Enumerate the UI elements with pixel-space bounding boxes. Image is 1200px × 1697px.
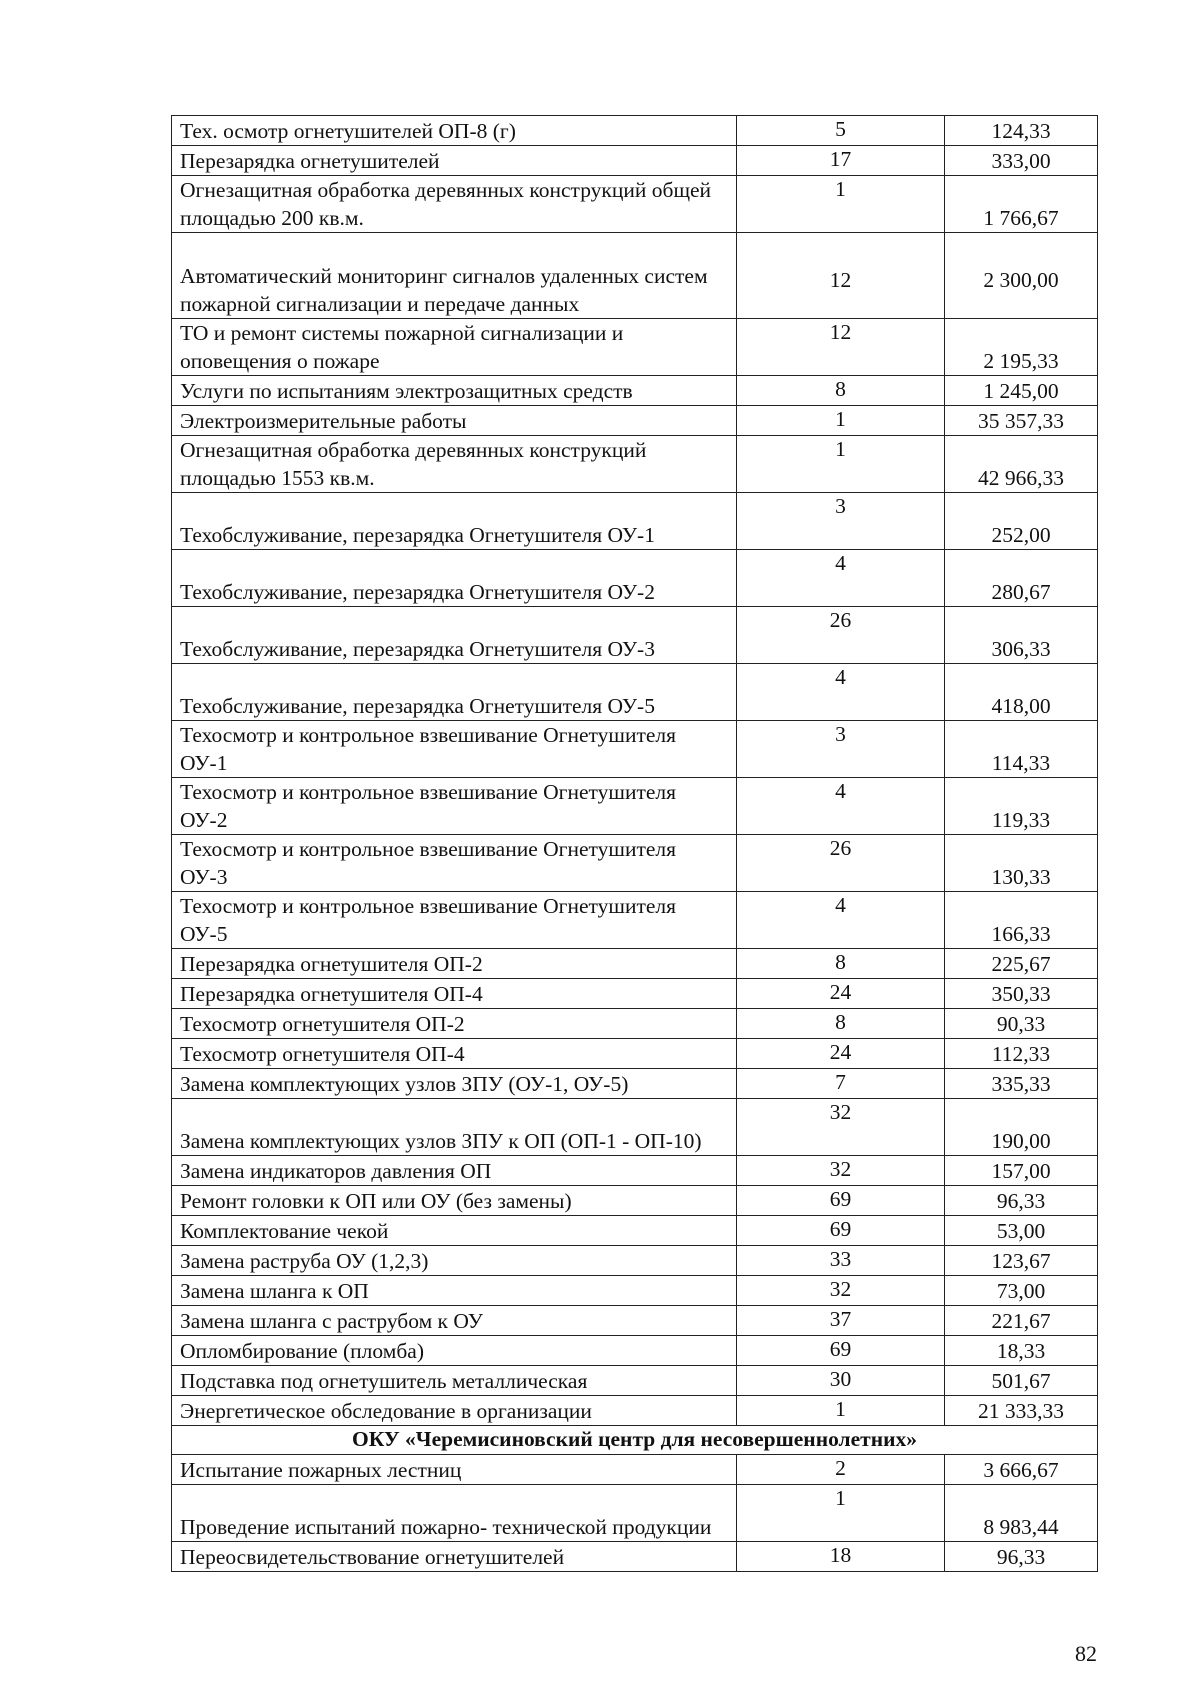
price-cell: 157,00 bbox=[945, 1156, 1098, 1186]
quantity-cell: 8 bbox=[737, 949, 945, 979]
table-row bbox=[172, 550, 1098, 607]
quantity-cell: 3 bbox=[737, 493, 945, 550]
service-name-cell: Проведение испытаний пожарно- технической продукции bbox=[172, 1485, 737, 1542]
quantity-cell: 37 bbox=[737, 1306, 945, 1336]
quantity-cell: 4 bbox=[737, 778, 945, 835]
service-name-cell: Техосмотр и контрольное взвешивание Огнетушителя ОУ-5 bbox=[172, 892, 737, 949]
quantity-cell: 69 bbox=[737, 1336, 945, 1366]
price-cell: 96,33 bbox=[945, 1186, 1098, 1216]
quantity-cell: 24 bbox=[737, 979, 945, 1009]
service-name-cell: Электроизмерительные работы bbox=[172, 406, 737, 436]
service-name-cell: Услуги по испытаниям электрозащитных средств bbox=[172, 376, 737, 406]
service-name-cell: Испытание пожарных лестниц bbox=[172, 1455, 737, 1485]
service-name-cell: Техобслуживание, перезарядка Огнетушителя ОУ-2 bbox=[172, 550, 737, 607]
price-cell: 252,00 bbox=[945, 493, 1098, 550]
quantity-cell: 12 bbox=[737, 319, 945, 376]
price-cell: 130,33 bbox=[945, 835, 1098, 892]
quantity-cell: 1 bbox=[737, 1485, 945, 1542]
quantity-cell: 1 bbox=[737, 1396, 945, 1426]
service-name-cell: Техосмотр и контрольное взвешивание Огнетушителя ОУ-1 bbox=[172, 721, 737, 778]
section-header-row bbox=[172, 1426, 1098, 1455]
quantity-cell: 7 bbox=[737, 1069, 945, 1099]
price-cell: 18,33 bbox=[945, 1336, 1098, 1366]
quantity-cell: 32 bbox=[737, 1276, 945, 1306]
service-name-cell: Опломбирование (пломба) bbox=[172, 1336, 737, 1366]
service-name-cell: Техосмотр огнетушителя ОП-2 bbox=[172, 1009, 737, 1039]
price-cell: 190,00 bbox=[945, 1099, 1098, 1156]
price-cell: 221,67 bbox=[945, 1306, 1098, 1336]
service-name-cell: Замена раструба ОУ (1,2,3) bbox=[172, 1246, 737, 1276]
table-row bbox=[172, 1156, 1098, 1186]
table-row bbox=[172, 607, 1098, 664]
price-cell: 21 333,33 bbox=[945, 1396, 1098, 1426]
price-cell: 96,33 bbox=[945, 1542, 1098, 1572]
service-name-cell: Замена комплектующих узлов ЗПУ (ОУ-1, ОУ-5) bbox=[172, 1069, 737, 1099]
price-cell: 335,33 bbox=[945, 1069, 1098, 1099]
quantity-cell: 4 bbox=[737, 550, 945, 607]
service-name-cell: Перезарядка огнетушителей bbox=[172, 146, 737, 176]
price-cell: 114,33 bbox=[945, 721, 1098, 778]
table-row bbox=[172, 1542, 1098, 1572]
quantity-cell: 5 bbox=[737, 116, 945, 146]
price-cell: 350,33 bbox=[945, 979, 1098, 1009]
quantity-cell: 17 bbox=[737, 146, 945, 176]
quantity-cell: 69 bbox=[737, 1216, 945, 1246]
table-row bbox=[172, 1276, 1098, 1306]
table-row bbox=[172, 721, 1098, 778]
service-name-cell: Комплектование чекой bbox=[172, 1216, 737, 1246]
table-row bbox=[172, 116, 1098, 146]
table-row bbox=[172, 436, 1098, 493]
table-row bbox=[172, 1039, 1098, 1069]
quantity-cell: 69 bbox=[737, 1186, 945, 1216]
quantity-cell: 18 bbox=[737, 1542, 945, 1572]
table-row bbox=[172, 1336, 1098, 1366]
quantity-cell: 33 bbox=[737, 1246, 945, 1276]
price-cell: 306,33 bbox=[945, 607, 1098, 664]
quantity-cell: 2 bbox=[737, 1455, 945, 1485]
table-row bbox=[172, 146, 1098, 176]
price-cell: 8 983,44 bbox=[945, 1485, 1098, 1542]
price-cell: 53,00 bbox=[945, 1216, 1098, 1246]
quantity-cell: 32 bbox=[737, 1099, 945, 1156]
service-name-cell: Тех. осмотр огнетушителей ОП-8 (г) bbox=[172, 116, 737, 146]
table-row bbox=[172, 406, 1098, 436]
service-name-cell: Замена шланга к ОП bbox=[172, 1276, 737, 1306]
table-row bbox=[172, 1396, 1098, 1426]
services-table bbox=[171, 115, 1098, 1572]
quantity-cell: 32 bbox=[737, 1156, 945, 1186]
quantity-cell: 12 bbox=[737, 233, 945, 319]
price-cell: 42 966,33 bbox=[945, 436, 1098, 493]
quantity-cell: 4 bbox=[737, 664, 945, 721]
quantity-cell: 30 bbox=[737, 1366, 945, 1396]
service-name-cell: Энергетическое обследование в организации bbox=[172, 1396, 737, 1426]
table-row bbox=[172, 892, 1098, 949]
price-cell: 123,67 bbox=[945, 1246, 1098, 1276]
table-row bbox=[172, 319, 1098, 376]
table-row bbox=[172, 1366, 1098, 1396]
service-name-cell: Замена комплектующих узлов ЗПУ к ОП (ОП-1 - ОП-10) bbox=[172, 1099, 737, 1156]
table-row bbox=[172, 835, 1098, 892]
price-cell: 280,67 bbox=[945, 550, 1098, 607]
price-cell: 501,67 bbox=[945, 1366, 1098, 1396]
table-row bbox=[172, 778, 1098, 835]
table-row bbox=[172, 979, 1098, 1009]
price-cell: 2 195,33 bbox=[945, 319, 1098, 376]
price-cell: 124,33 bbox=[945, 116, 1098, 146]
section-title: ОКУ «Черемисиновский центр для несовершеннолетних» bbox=[172, 1426, 1098, 1455]
service-name-cell: Автоматический мониторинг сигналов удаленных систем пожарной сигнализации и передаче данных bbox=[172, 233, 737, 319]
service-name-cell: Замена шланга с раструбом к ОУ bbox=[172, 1306, 737, 1336]
price-cell: 35 357,33 bbox=[945, 406, 1098, 436]
table-row bbox=[172, 1009, 1098, 1039]
table-row bbox=[172, 1306, 1098, 1336]
service-name-cell: ТО и ремонт системы пожарной сигнализации и оповещения о пожаре bbox=[172, 319, 737, 376]
quantity-cell: 1 bbox=[737, 406, 945, 436]
service-name-cell: Перезарядка огнетушителя ОП-4 bbox=[172, 979, 737, 1009]
quantity-cell: 26 bbox=[737, 607, 945, 664]
quantity-cell: 4 bbox=[737, 892, 945, 949]
service-name-cell: Ремонт головки к ОП или ОУ (без замены) bbox=[172, 1186, 737, 1216]
quantity-cell: 3 bbox=[737, 721, 945, 778]
table-row bbox=[172, 493, 1098, 550]
table-row bbox=[172, 1099, 1098, 1156]
quantity-cell: 1 bbox=[737, 176, 945, 233]
price-cell: 112,33 bbox=[945, 1039, 1098, 1069]
service-name-cell: Техобслуживание, перезарядка Огнетушителя ОУ-5 bbox=[172, 664, 737, 721]
table-row bbox=[172, 176, 1098, 233]
service-name-cell: Техосмотр и контрольное взвешивание Огнетушителя ОУ-3 bbox=[172, 835, 737, 892]
service-name-cell: Подставка под огнетушитель металлическая bbox=[172, 1366, 737, 1396]
price-cell: 3 666,67 bbox=[945, 1455, 1098, 1485]
service-name-cell: Огнезащитная обработка деревянных конструкций общей площадью 200 кв.м. bbox=[172, 176, 737, 233]
price-cell: 166,33 bbox=[945, 892, 1098, 949]
price-cell: 90,33 bbox=[945, 1009, 1098, 1039]
price-cell: 333,00 bbox=[945, 146, 1098, 176]
table-row bbox=[172, 1485, 1098, 1542]
table-row bbox=[172, 376, 1098, 406]
price-cell: 418,00 bbox=[945, 664, 1098, 721]
service-name-cell: Техосмотр огнетушителя ОП-4 bbox=[172, 1039, 737, 1069]
price-cell: 2 300,00 bbox=[945, 233, 1098, 319]
price-cell: 225,67 bbox=[945, 949, 1098, 979]
table-row bbox=[172, 1455, 1098, 1485]
service-name-cell: Техосмотр и контрольное взвешивание Огнетушителя ОУ-2 bbox=[172, 778, 737, 835]
page-number: 82 bbox=[1075, 1641, 1097, 1666]
price-cell: 1 766,67 bbox=[945, 176, 1098, 233]
table-row bbox=[172, 664, 1098, 721]
table-row bbox=[172, 949, 1098, 979]
quantity-cell: 8 bbox=[737, 1009, 945, 1039]
services-table-body bbox=[172, 116, 1098, 1572]
service-name-cell: Техобслуживание, перезарядка Огнетушителя ОУ-3 bbox=[172, 607, 737, 664]
service-name-cell: Перезарядка огнетушителя ОП-2 bbox=[172, 949, 737, 979]
price-cell: 1 245,00 bbox=[945, 376, 1098, 406]
table-row bbox=[172, 1186, 1098, 1216]
service-name-cell: Переосвидетельствование огнетушителей bbox=[172, 1542, 737, 1572]
quantity-cell: 1 bbox=[737, 436, 945, 493]
price-cell: 73,00 bbox=[945, 1276, 1098, 1306]
service-name-cell: Замена индикаторов давления ОП bbox=[172, 1156, 737, 1186]
service-name-cell: Техобслуживание, перезарядка Огнетушителя ОУ-1 bbox=[172, 493, 737, 550]
table-row bbox=[172, 1216, 1098, 1246]
price-cell: 119,33 bbox=[945, 778, 1098, 835]
table-row bbox=[172, 233, 1098, 319]
table-row bbox=[172, 1246, 1098, 1276]
quantity-cell: 8 bbox=[737, 376, 945, 406]
quantity-cell: 24 bbox=[737, 1039, 945, 1069]
quantity-cell: 26 bbox=[737, 835, 945, 892]
service-name-cell: Огнезащитная обработка деревянных конструкций площадью 1553 кв.м. bbox=[172, 436, 737, 493]
table-row bbox=[172, 1069, 1098, 1099]
